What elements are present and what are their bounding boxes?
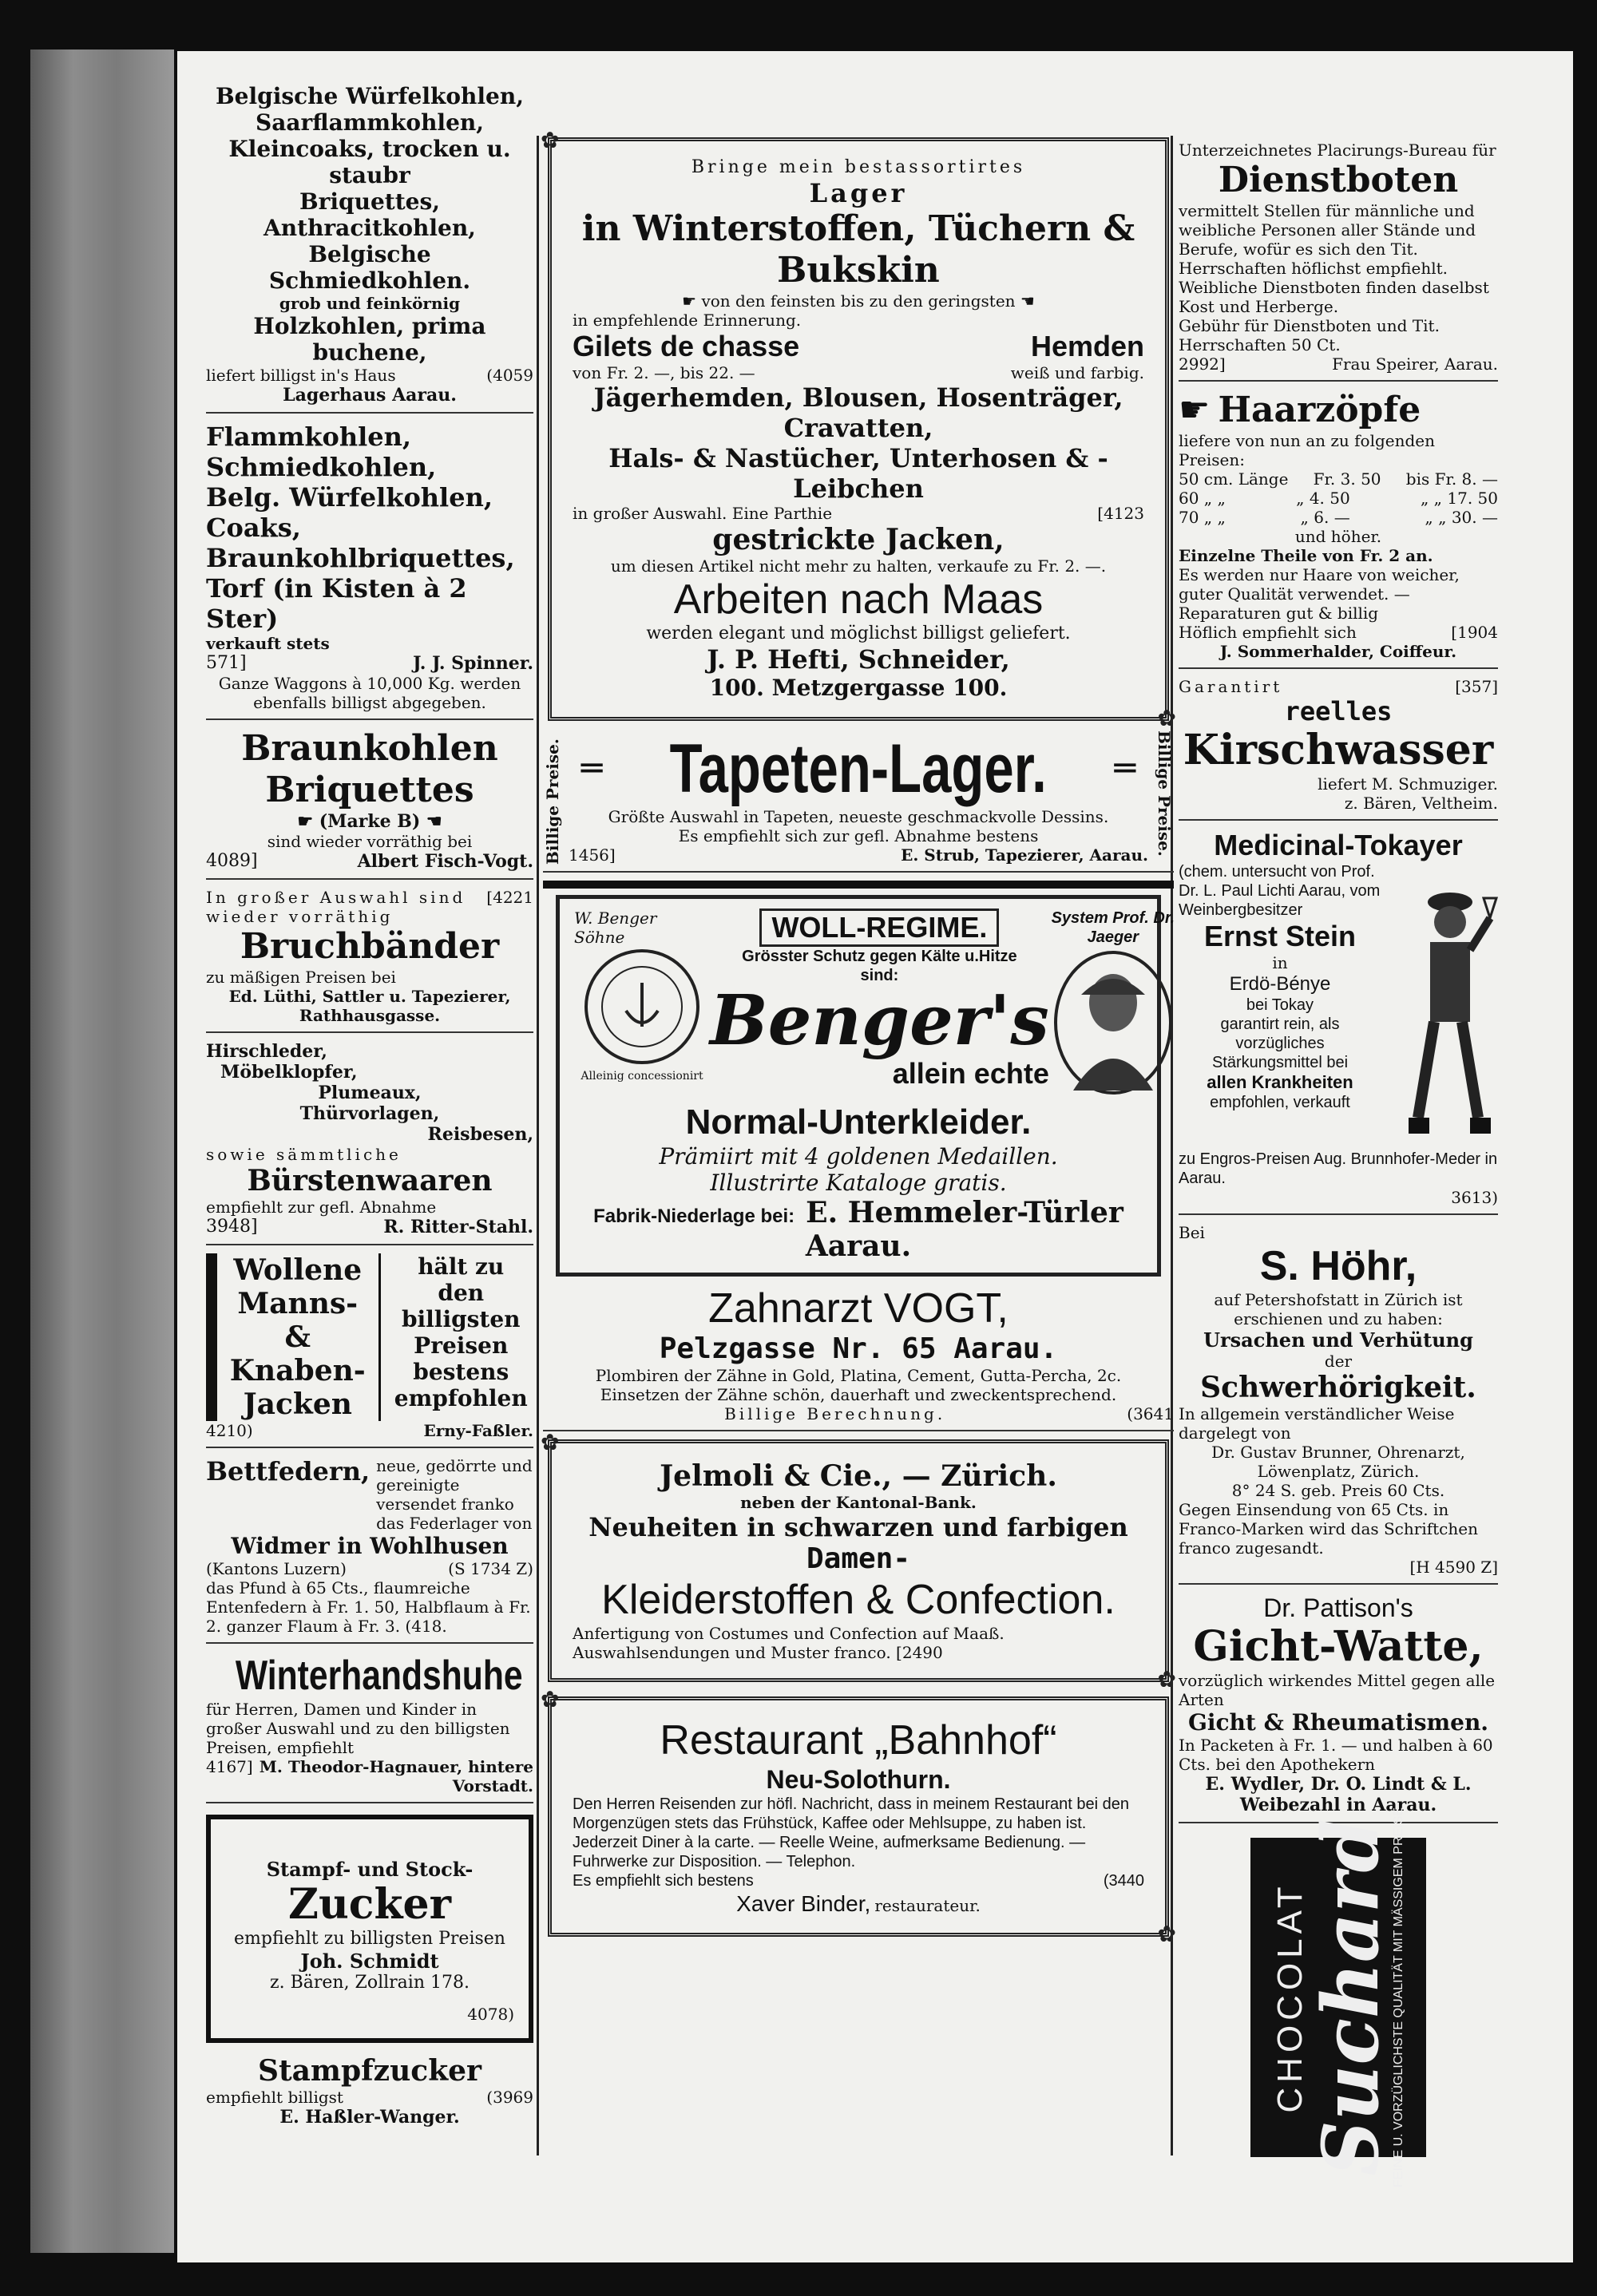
text-line: den <box>438 1280 485 1306</box>
advertiser-name: Lagerhaus Aarau. <box>283 385 457 406</box>
ad-zahnarzt-vogt <box>543 1285 1174 1431</box>
text-line: Dr. Gustav Brunner, Ohrenarzt, Löwenplatz, Zürich. <box>1211 1443 1465 1481</box>
ad-title: Briquettes <box>265 770 474 810</box>
brand-name: Benger's <box>710 980 1049 1061</box>
price-table <box>1179 469 1498 527</box>
table-cell: „ 6. — <box>1300 508 1350 527</box>
advertiser-name: Xaver Binder, <box>736 1891 871 1916</box>
ad-title: ✿ Restaurant „Bahnhof“ <box>660 1717 1057 1764</box>
text-line: Garantirt <box>1179 677 1283 696</box>
ad-bruchbaender <box>206 888 533 1033</box>
text-line: Billige Berechnung. <box>724 1404 946 1423</box>
ad-number: 3613) <box>1451 1188 1498 1207</box>
ad-number: [H 4590 Z] <box>1409 1558 1498 1577</box>
text-line: Anthracitkohlen, <box>264 215 476 241</box>
text-line: Prämiirt mit 4 goldenen Medaillen. <box>659 1143 1058 1170</box>
text-line: Belgische Schmiedkohlen. <box>268 241 471 294</box>
ad-buerstenwaaren <box>206 1041 533 1245</box>
ad-number: [2490 <box>896 1643 943 1662</box>
ad-title: Lager <box>809 178 908 208</box>
hand-pointer-icon: ☛ <box>297 811 319 832</box>
ad-title: Haarzöpfe <box>1218 390 1421 430</box>
text-line: vorzüglich wirkendes Mittel gegen alle Arten <box>1179 1671 1496 1709</box>
text-line: CHOCOLAT <box>1270 1882 1310 2113</box>
text-line: auf Petershofstatt in Zürich ist erschienen und zu haben: <box>1214 1290 1463 1328</box>
text-line: empfohlen, verkauft <box>1210 1094 1350 1111</box>
text-line: Unterzeichnetes Placirungs-Bureau für <box>1179 141 1496 160</box>
text-line: neben der Kantonal-Bank. <box>740 1493 977 1512</box>
text-line: bei Tokay <box>1246 996 1314 1014</box>
text-line: Plombiren der Zähne in Gold, Platina, Cement, Gutta-Percha, 2c. <box>595 1366 1122 1385</box>
ad-text: sind wieder vorräthig bei <box>267 832 473 851</box>
text-line: Gicht & Rheumatismen. <box>1187 1709 1489 1736</box>
ad-number: 4210) <box>206 1421 253 1440</box>
ad-winterhandschuhe <box>206 1652 533 1803</box>
ad-text: zu mäßigen Preisen bei <box>206 968 396 987</box>
ad-title: Dienstboten <box>1218 160 1459 200</box>
text-line: Wollene <box>233 1253 363 1287</box>
ad-number: 4078) <box>467 2005 514 2024</box>
table-cell: „ „ 17. 50 <box>1420 489 1498 508</box>
text-line: sind: <box>860 967 899 984</box>
hand-pointer-icon: ☛ <box>1179 390 1211 430</box>
column-rule-left <box>537 136 539 2155</box>
ad-chocolat-suchard <box>1250 1807 1426 2187</box>
text-line: Jägerhemden, Blousen, Hosenträger, Cravatten, <box>593 382 1123 443</box>
ad-title: Medicinal-Tokayer <box>1214 829 1463 861</box>
table-cell: „ „ 30. — <box>1425 508 1498 527</box>
advertiser-address: 100. Metzgergasse 100. <box>709 675 1008 701</box>
text-line: In Packeten à Fr. 1. — und halben à 60 Cts. bei den Apothekern <box>1179 1736 1493 1774</box>
text-line: empfohlen <box>394 1385 528 1411</box>
text-line: von Fr. 2. —, bis 22. — <box>573 363 755 382</box>
ad-hefti-tailor <box>548 137 1169 721</box>
text-line: Den Herren Reisenden zur höfl. Nachricht, dass in meinem Restaurant bei den Morgenzügen stets das Frühstück, Kaffee oder Mehlsuppe, zu haben ist. <box>573 1795 1130 1832</box>
text-line: Neuheiten in schwarzen und farbigen <box>588 1512 1128 1542</box>
advertiser-name: Erny-Faßler. <box>423 1421 533 1440</box>
ad-benger-wollregime <box>556 895 1175 1277</box>
text-line: Schwerhörigkeit. <box>1200 1371 1476 1404</box>
advertiser-name: liefert M. Schmuziger. <box>1318 774 1498 794</box>
text-line: Weibliche Dienstboten finden daselbst Kost und Herberge. <box>1179 278 1489 316</box>
text-line: Ursachen und Verhütung <box>1203 1328 1473 1352</box>
ad-bettfedern <box>206 1456 533 1644</box>
text-line: Reisbesen, <box>427 1124 533 1145</box>
ad-title: Gicht-Watte, <box>1193 1622 1484 1671</box>
ad-number: [4221 <box>486 888 533 907</box>
ad-title: ✿ Jelmoli & Cie., — Zürich. <box>660 1459 1057 1493</box>
ad-coal-spinner <box>206 422 533 720</box>
side-label: Billige Preise. <box>543 738 562 865</box>
text-line: Knaben- <box>229 1354 366 1387</box>
text-line: verkauft stets <box>206 634 330 653</box>
table-cell: bis Fr. 8. — <box>1405 469 1498 489</box>
text-line: der <box>1324 1352 1353 1371</box>
ad-title: Zucker <box>288 1880 451 1929</box>
advertiser-name: Albert Fisch-Vogt. <box>357 851 533 872</box>
text-line: Bei <box>1179 1223 1205 1242</box>
hand-pointer-icon: ☚ <box>420 811 442 832</box>
ad-braunkohlen <box>206 728 533 880</box>
ad-title: Zahnarzt VOGT, <box>708 1285 1009 1332</box>
ad-gicht-watte <box>1179 1593 1498 1823</box>
ad-text: empfiehlt billigst <box>206 2088 343 2107</box>
ad-text: für Herren, Damen und Kinder in großer Auswahl und zu den billigsten Preisen, empfiehlt <box>206 1700 510 1757</box>
text-line: Hirschleder, <box>206 1041 327 1062</box>
text-line: und höher. <box>1294 527 1382 546</box>
ad-number: 3948] <box>206 1217 258 1237</box>
seal-text: Alleinig concessionirt <box>581 1070 703 1083</box>
ad-text: sowie sämmtliche <box>206 1145 402 1164</box>
text-line: weiß und farbig. <box>1010 363 1144 382</box>
text-line: Schmiedkohlen, <box>206 452 437 482</box>
advertiser-name: Frau Speirer, Aarau. <box>1332 354 1498 374</box>
text-line: Belg. Würfelkohlen, <box>206 482 493 513</box>
advertiser-name: R. Ritter-Stahl. <box>383 1217 533 1237</box>
advertiser-name: Widmer in Wohlhusen <box>231 1533 509 1559</box>
advertiser-address: Aarau. <box>805 1229 912 1263</box>
text-line: Jederzeit Diner à la carte. — Reelle Weine, aufmerksame Bedienung. — Fuhrwerke zur Disposition. — Telephon. <box>573 1834 1086 1870</box>
text-line: um diesen Artikel nicht mehr zu halten, verkaufe zu Fr. 2. —. <box>610 556 1107 576</box>
text-line: Stampf- und Stock- <box>266 1858 474 1881</box>
text-line: FEINE U. VORZÜGLICHSTE QUALITÄT MIT MÄSSIGEM PREISE <box>1392 1807 1405 2187</box>
ad-text: In großer Auswahl sind wieder vorräthig <box>206 888 466 926</box>
table-cell: Fr. 3. 50 <box>1313 469 1381 489</box>
table-cell: 70 „ „ <box>1179 508 1226 527</box>
text-line: Holzkohlen, prima buchene, <box>253 313 486 366</box>
text-line: Gebühr für Dienstboten und Tit. Herrschaften 50 Ct. <box>1179 316 1440 354</box>
text-line: Saarflammkohlen, <box>255 109 484 136</box>
text-line: Anfertigung von Costumes und Confection auf Maaß. Auswahlsendungen und Muster franco. <box>573 1624 1005 1662</box>
table-cell: „ 4. 50 <box>1296 489 1350 508</box>
ad-number: 2992] <box>1179 354 1226 374</box>
text-line: allein echte <box>892 1057 1049 1090</box>
ad-title: S. Höhr, <box>1259 1243 1417 1289</box>
column-2 <box>543 137 1174 1946</box>
ad-title: Bürstenwaaren <box>247 1164 493 1197</box>
ad-tokayer <box>1179 829 1498 1215</box>
text-line: allen Krankheiten <box>1207 1072 1353 1092</box>
text-line: Erdö-Bénye <box>1229 973 1331 995</box>
text-line: Braunkohlbriquettes, <box>206 543 515 573</box>
equals-ornament: ═ <box>1114 748 1136 789</box>
text-line: Höflich empfiehlt sich <box>1179 623 1357 642</box>
ad-note: Ganze Waggons à 10,000 Kg. werden ebenfalls billigst abgegeben. <box>218 674 521 712</box>
text-line: Thürvorlagen, <box>299 1103 440 1124</box>
ad-number: (4059 <box>486 366 533 385</box>
text-line: Es empfiehlt sich bestens <box>573 1872 754 1890</box>
ad-number: [357] <box>1455 677 1498 696</box>
text-line: gestrickte Jacken, <box>712 523 1005 556</box>
text-line: In allgemein verständlicher Weise dargelegt von <box>1179 1404 1455 1443</box>
text-line: Preisen <box>414 1332 509 1359</box>
text-line: billigsten <box>401 1306 521 1332</box>
text-line: Kleincoaks, trocken u. staubr <box>228 136 511 188</box>
text-line: bestens <box>413 1359 509 1385</box>
ad-title: Tapeten-Lager. <box>669 730 1048 807</box>
ad-number: (418. <box>405 1617 447 1636</box>
ad-haarzoepfe <box>1179 390 1498 669</box>
ad-title: Bruchbänder <box>240 926 500 967</box>
heavy-rule <box>543 881 1174 889</box>
text-line: Grösster Schutz gegen Kälte u.Hitze <box>742 948 1017 965</box>
advertiser-name: E. Wydler, Dr. O. Lindt & L. Weibezahl in Aarau. <box>1205 1774 1472 1815</box>
ad-number: (3969 <box>486 2088 533 2107</box>
ad-coal-lagerhaus <box>206 83 533 414</box>
black-bar <box>206 1253 217 1421</box>
ad-number: 571] <box>206 653 247 673</box>
text-line: hält zu <box>418 1253 505 1280</box>
text-line: Illustrirte Kataloge gratis. <box>710 1170 1007 1196</box>
table-row <box>1179 489 1498 508</box>
ad-title: Stampfzucker <box>257 2054 482 2088</box>
ad-text: liefert billigst in's Haus <box>206 366 396 385</box>
ad-subtitle: Neu-Solothurn. <box>766 1765 951 1794</box>
text-line: garantirt rein, als vorzügliches Stärkungsmittel bei <box>1211 1015 1349 1071</box>
ad-headline: WOLL-REGIME. <box>759 909 999 947</box>
man-with-glass-illustration <box>1386 862 1498 1150</box>
ad-title: Braunkohlen <box>241 728 498 769</box>
advertiser-name: J. J. Spinner. <box>413 653 533 674</box>
text-line: & <box>284 1320 311 1354</box>
table-row <box>1179 469 1498 489</box>
ad-zucker-schmidt <box>206 1815 533 2043</box>
divider <box>378 1253 381 1421</box>
book-spine <box>30 49 174 2253</box>
text-line: von den feinsten bis zu den geringsten <box>701 291 1016 311</box>
ad-text: das Pfund à 65 Cts., flaumreiche Entenfedern à Fr. 1. 50, Halbflaum à Fr. 2. ganzer Flaum à Fr. 3. <box>206 1578 531 1636</box>
brand-name: Suchard <box>1306 1819 1396 2176</box>
hand-pointer-icon: ☛ <box>682 291 702 311</box>
ad-dienstboten <box>1179 141 1498 382</box>
ad-title: Kirschwasser <box>1183 726 1494 774</box>
advertiser-name: J. P. Hefti, Schneider, <box>707 644 1010 675</box>
text-line: liefere von nun an zu folgenden Preisen: <box>1179 431 1436 469</box>
advertiser-address: z. Bären, Veltheim. <box>1344 794 1498 813</box>
ad-number: (3440 <box>1103 1872 1144 1890</box>
text-line: Jacken <box>243 1387 352 1421</box>
ad-text: (Kantons Luzern) <box>206 1559 347 1578</box>
portrait-icon <box>1049 947 1177 1099</box>
text-line: in großer Auswahl. Eine Parthie <box>573 504 833 523</box>
ad-number: 4167] <box>206 1757 253 1776</box>
ad-number: [1904 <box>1451 623 1498 642</box>
text-line: Damen- <box>806 1542 911 1575</box>
brand-mark: (Marke B) <box>319 811 421 832</box>
text-line: Flammkohlen, <box>206 422 412 452</box>
ad-headline: Kleiderstoffen & Confection. <box>601 1577 1116 1623</box>
ad-reference: (S 1734 Z) <box>448 1559 533 1578</box>
advertiser-name: E. Strub, Tapezierer, Aarau. <box>901 845 1148 865</box>
text-line: Torf (in Kisten à 2 Ster) <box>206 573 467 634</box>
ad-restaurant-bahnhof <box>548 1696 1169 1937</box>
text-line: System Prof. Dr. Jaeger <box>1051 909 1175 946</box>
advertiser-role: restaurateur. <box>874 1896 981 1915</box>
ad-jelmoli <box>548 1439 1169 1682</box>
text-line: Briquettes, <box>299 188 440 215</box>
text-line: Größte Auswahl in Tapeten, neueste geschmackvolle Dessins. <box>608 807 1109 826</box>
advertiser-address: z. Bären, Zollrain 178. <box>270 1973 470 1993</box>
advertiser-name: J. Sommerhalder, Coiffeur. <box>1219 642 1457 661</box>
text-line: in <box>1272 953 1288 972</box>
ad-title: in Winterstoffen, Tüchern & Bukskin <box>581 208 1135 291</box>
text-line: Einsetzen der Zähne schön, dauerhaft und zweckentsprechend. <box>600 1385 1117 1404</box>
equals-ornament: ═ <box>581 748 603 789</box>
side-label: Billige Preise. <box>1155 730 1174 857</box>
ad-headline: Arbeiten nach Maas <box>673 576 1044 623</box>
text-line: Plumeaux, <box>318 1083 422 1103</box>
jaeger-seal-icon <box>574 947 710 1067</box>
text-line: in empfehlende Erinnerung. <box>573 311 802 330</box>
text-line: 8° 24 S. geb. Preis 60 Cts. <box>1231 1481 1445 1500</box>
coal-list <box>206 83 533 366</box>
text-line: Hals- & Nastücher, Unterhosen & -Leibchen <box>608 443 1108 504</box>
ad-title: Winterhandshuhe <box>235 1653 523 1699</box>
text-line: vermittelt Stellen für männliche und weibliche Personen aller Stände und Berufe, wofür es sich den Tit. Herrschaften höflichst empfiehlt. <box>1179 201 1476 278</box>
text-line: zu Engros-Preisen Aug. Brunnhofer-Meder in Aarau. <box>1179 1150 1498 1187</box>
text-line: Manns- <box>237 1287 359 1320</box>
text-line: Hemden <box>1030 330 1144 362</box>
text-line: ✿ Bringe mein bestassortirtes <box>691 157 1026 177</box>
column-3 <box>1179 141 1498 2187</box>
text-line: Dr. Pattison's <box>1263 1593 1413 1622</box>
table-row <box>1179 508 1498 527</box>
ad-text: neue, gedörrte und gereinigte versendet franko das Federlager von <box>376 1456 533 1533</box>
text-line: Gilets de chasse <box>573 330 800 362</box>
advertiser-name: E. Haßler-Wanger. <box>279 2107 460 2128</box>
text-line: grob und feinkörnig <box>279 294 461 313</box>
advertiser-name: Ed. Lüthi, Sattler u. Tapezierer, Rathhausgasse. <box>228 987 511 1025</box>
advertiser-name: M. Theodor-Hagnauer, hintere Vorstadt. <box>259 1757 533 1795</box>
ad-title: Bettfedern, <box>206 1456 371 1486</box>
text-line: reelles <box>1284 696 1393 726</box>
text-line: Gegen Einsendung von 65 Cts. in Franco-Marken wird das Schriftchen franco zugesandt. <box>1179 1500 1478 1558</box>
table-cell: 50 cm. Länge <box>1179 469 1289 489</box>
ad-number: 4089] <box>206 851 258 871</box>
text-line: Coaks, <box>206 513 301 543</box>
text-line: werden elegant und möglichst billigst geliefert. <box>646 623 1071 643</box>
text-line: Es empfiehlt sich zur gefl. Abnahme bestens <box>678 826 1039 845</box>
text-line: Einzelne Theile von Fr. 2 an. <box>1179 546 1433 565</box>
ad-wollene-jacken <box>206 1253 533 1448</box>
ad-text: empfiehlt zu billigsten Preisen <box>234 1929 505 1949</box>
product-name: Normal-Unterkleider. <box>685 1102 1032 1142</box>
table-cell: 60 „ „ <box>1179 489 1226 508</box>
text-line: (chem. untersucht von Prof. Dr. L. Paul Lichti Aarau, vom Weinbergbesitzer <box>1179 863 1381 919</box>
advertiser-name: Joh. Schmidt <box>300 1950 439 1973</box>
ad-number: [4123 <box>1097 504 1144 523</box>
text-line: Belgische Würfelkohlen, <box>216 83 524 109</box>
ad-stampfzucker <box>206 2054 533 2128</box>
advertiser-name: Ernst Stein <box>1203 920 1357 952</box>
text-line: Möbelklopfer, <box>220 1062 358 1083</box>
hand-pointer-icon: ☚ <box>1015 291 1035 311</box>
ad-kirschwasser <box>1179 677 1498 821</box>
text-line: Fabrik-Niederlage bei: <box>593 1205 795 1227</box>
signature: W. Benger Söhne <box>574 909 657 947</box>
ad-schwerhoerigkeit <box>1179 1223 1498 1585</box>
text-line: Es werden nur Haare von weicher, guter Qualität verwendet. — Reparaturen gut & billig <box>1179 565 1460 623</box>
ad-number: (3641 <box>1127 1404 1174 1423</box>
ad-number: 1456] <box>569 845 616 865</box>
advertiser-name: E. Hemmeler-Türler <box>806 1196 1123 1229</box>
ad-tapeten-lager <box>543 730 1174 873</box>
ad-text: empfiehlt zur gefl. Abnahme <box>206 1197 437 1217</box>
column-1 <box>206 83 533 2128</box>
advertiser-address: Pelzgasse Nr. 65 Aarau. <box>659 1332 1058 1365</box>
